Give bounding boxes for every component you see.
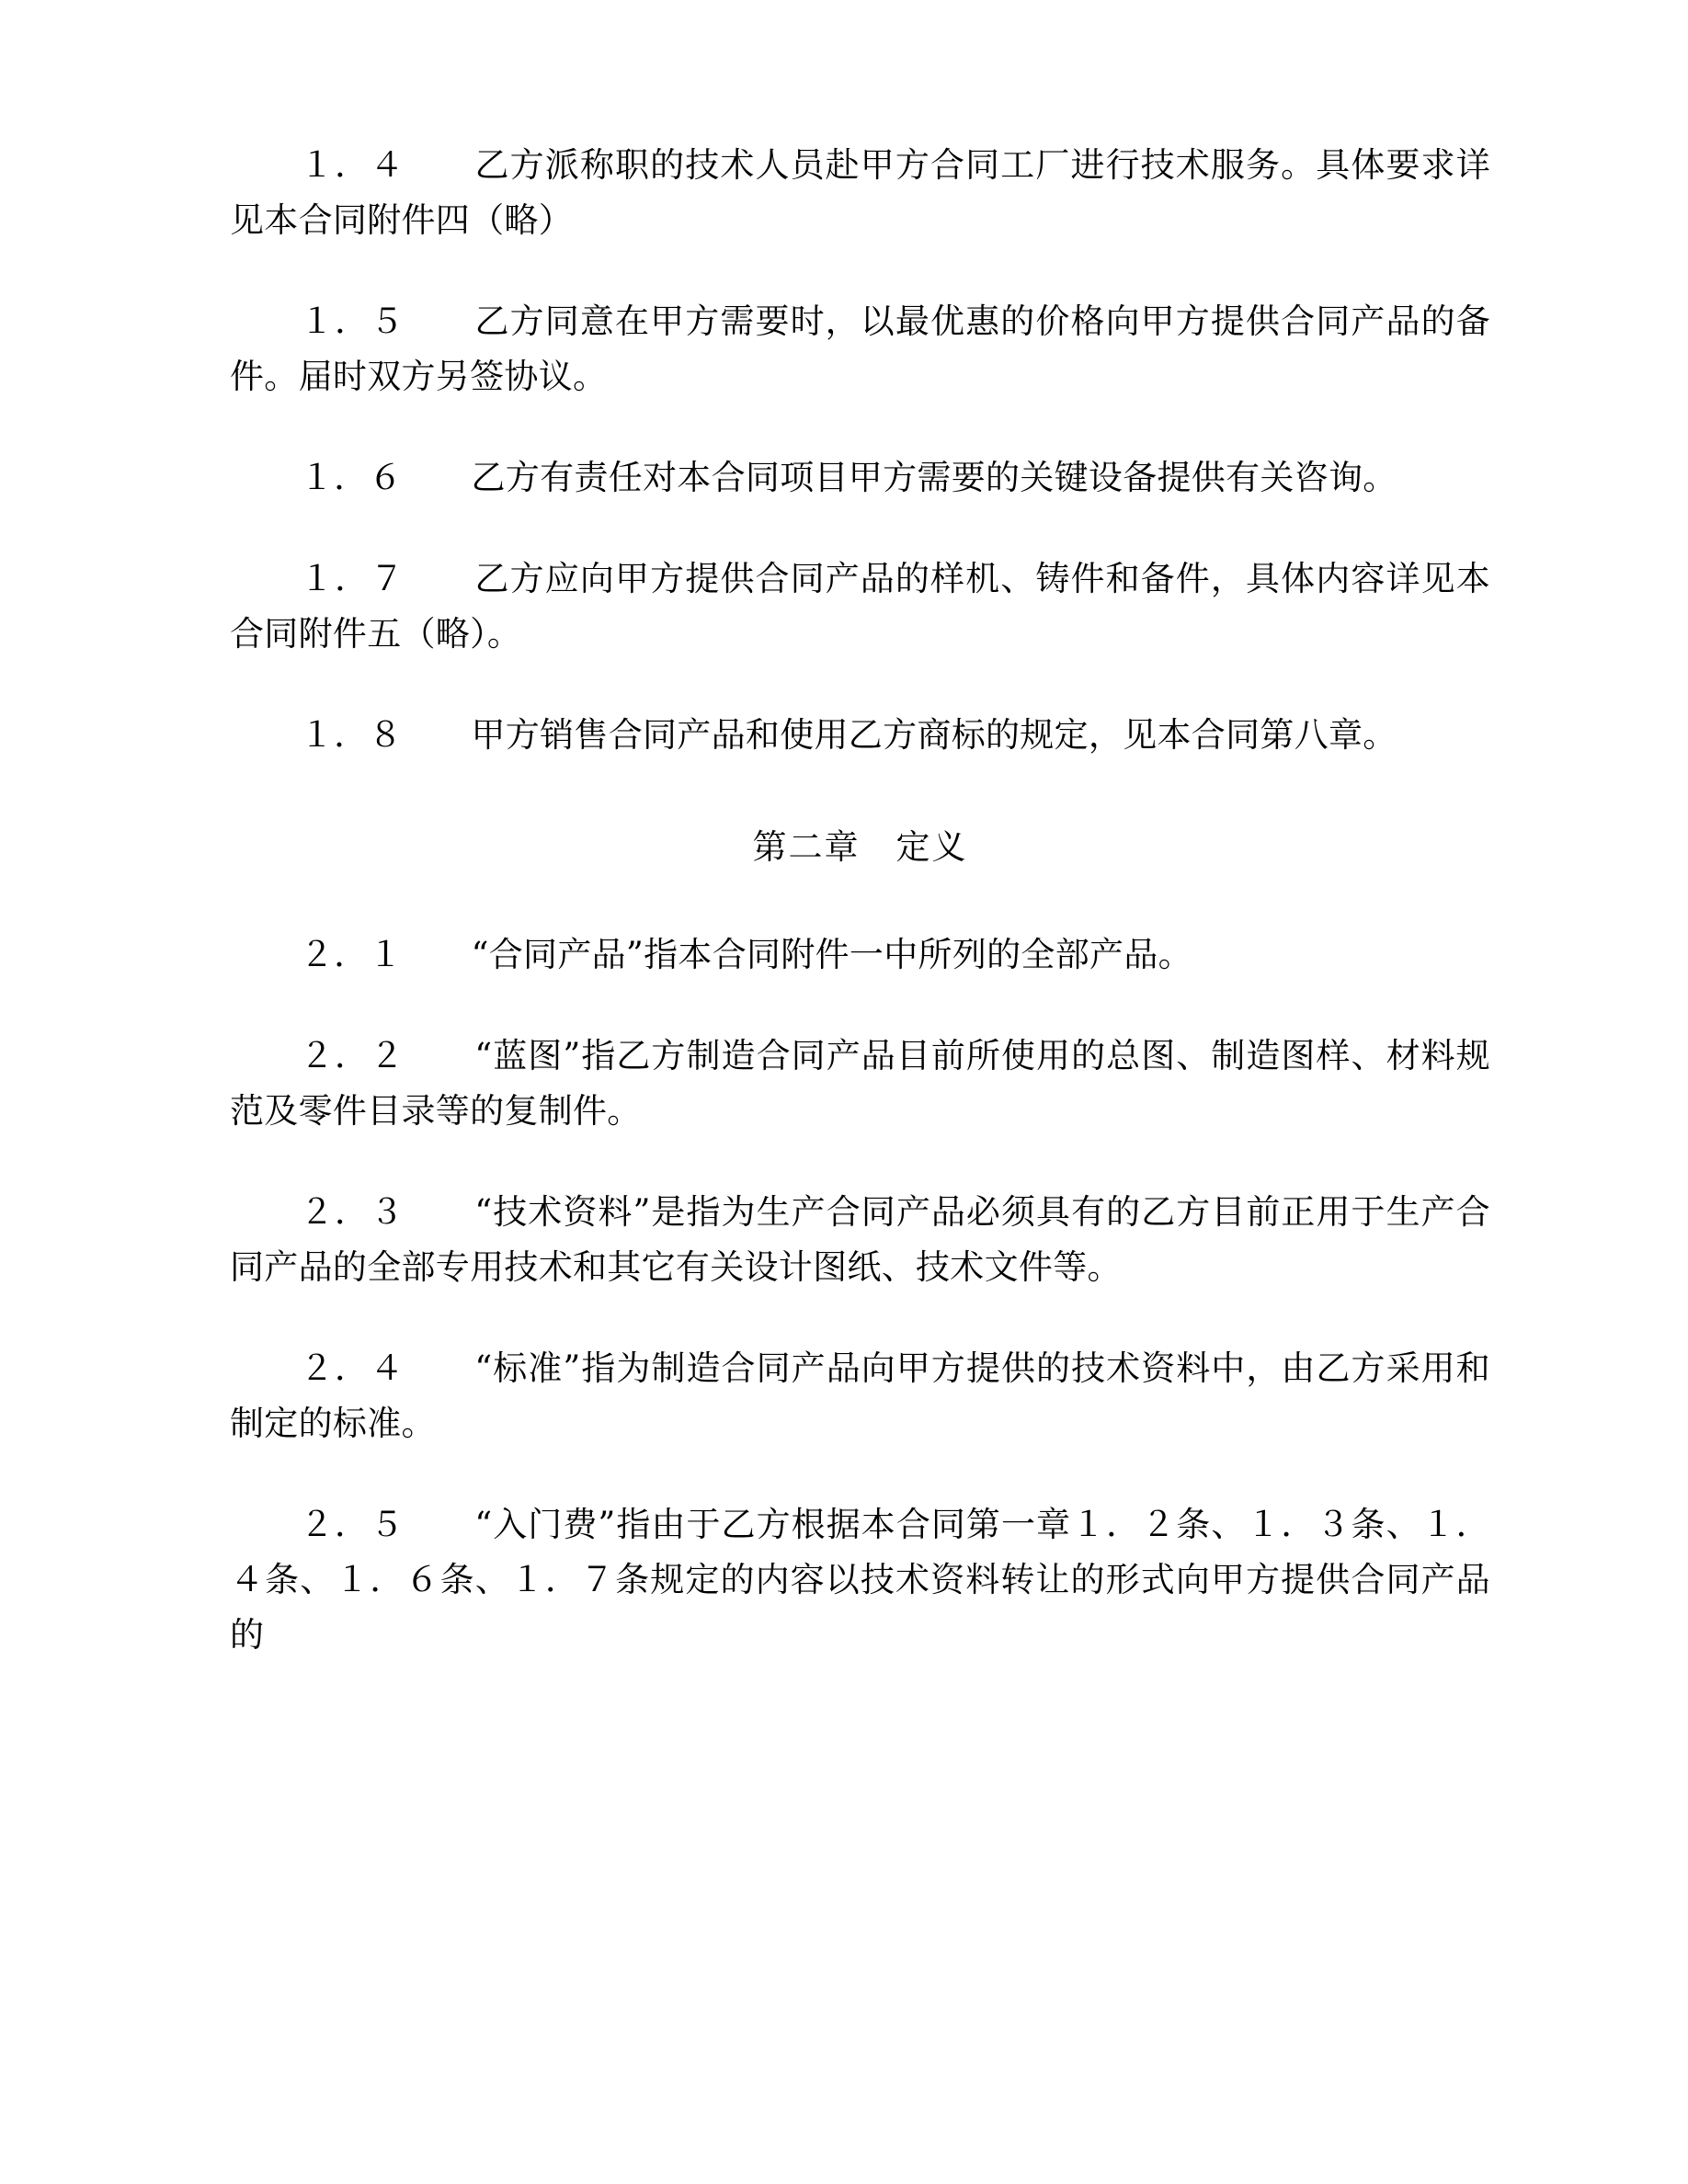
clause-1-4: １．４ 乙方派称职的技术人员赴甲方合同工厂进行技术服务。具体要求详见本合同附件四（略） (230, 145, 1490, 240)
clause-2-5: ２．５ “入门费”指由于乙方根据本合同第一章１．２条、１．３条、１．４条、１．６条、１．７条规定的内容以技术资料转让的形式向甲方提供合同产品的 (230, 1505, 1490, 1655)
clause-1-7: １．７ 乙方应向甲方提供合同产品的样机、铸件和备件，具体内容详见本合同附件五（略）。 (230, 558, 1490, 654)
chapter-heading: 第二章 定义 (752, 826, 968, 867)
clause-2-4: ２．４ “标准”指为制造合同产品向甲方提供的技术资料中，由乙方采用和制定的标准。 (230, 1348, 1490, 1444)
document-body (230, 138, 1490, 1663)
clause-1-5: １．５ 乙方同意在甲方需要时，以最优惠的价格向甲方提供合同产品的备件。届时双方另签协议。 (230, 301, 1490, 396)
clause-1-6: １．６ 乙方有责任对本合同项目甲方需要的关键设备提供有关咨询。 (300, 457, 1397, 497)
clause-2-2: ２．２ “蓝图”指乙方制造合同产品目前所使用的总图、制造图样、材料规范及零件目录等的复制件。 (230, 1036, 1490, 1132)
clause-1-8: １．８ 甲方销售合同产品和使用乙方商标的规定，见本合同第八章。 (300, 714, 1397, 755)
clause-2-1: ２．１ “合同产品”指本合同附件一中所列的全部产品。 (300, 935, 1192, 975)
clause-2-3: ２．３ “技术资料”是指为生产合同产品必须具有的乙方目前正用于生产合同产品的全部专用技术和其它有关设计图纸、技术文件等。 (230, 1192, 1490, 1288)
